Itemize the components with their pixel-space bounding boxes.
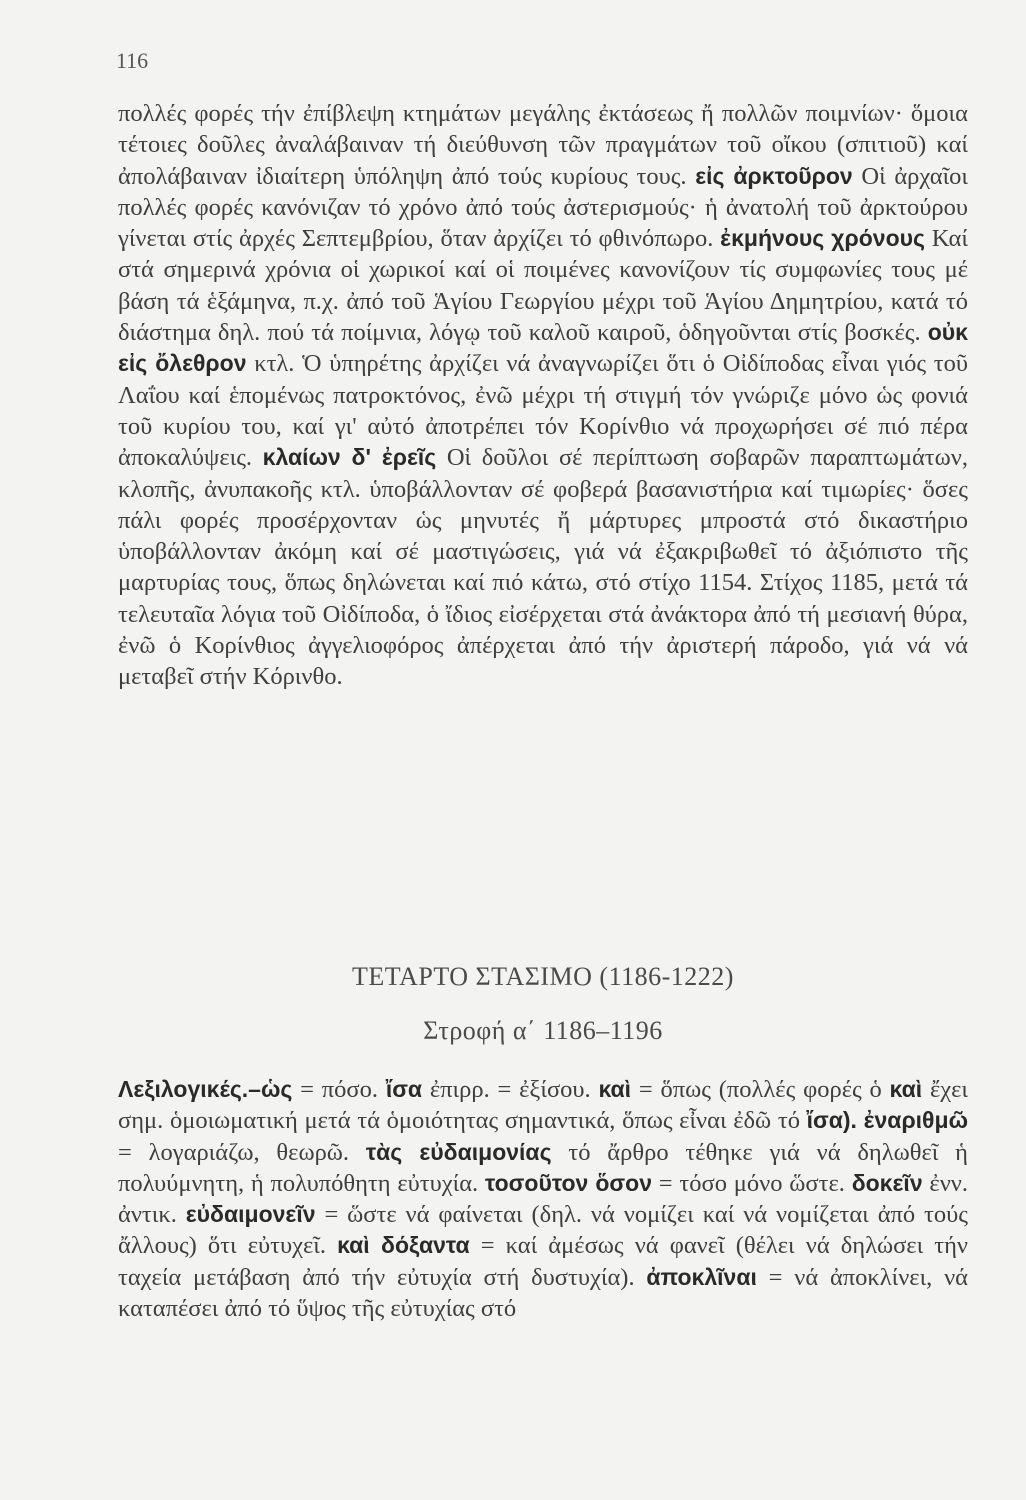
- lemma-term: δοκεῖν: [851, 1169, 923, 1196]
- body-text: = τόσο μόνο ὥστε.: [652, 1169, 852, 1197]
- body-text: Οἱ δοῦλοι σέ περίπτωση σοβαρῶν παραπτωμάτων, κλοπῆς, ἀνυπακοῆς κτλ. ὑποβάλλονταν σέ φοβερά βασανιστήρια καί τιμωρίες· ὅσες πάλι φορές προσέρχονταν ὡς μηνυτές ἤ μάρτυρες μπροστά στό δικαστήριο ὑποβάλλονταν ἀκόμη καί σέ μαστιγώσεις, γιά νά ἐξακριβωθεῖ τό ἀξιόπιστο τῆς μαρτυρίας τους, ὅπως δηλώνεται καί πιό κάτω, στό στίχο 1154. Στίχος 1185, μετά τά τελευταῖα λόγια τοῦ Οἰδίποδα, ὁ ἴδιος εἰσέρχεται στά ἀνάκτορα ἀπό τή μεσιανή θύρα, ἐνῶ ὁ Κορίνθιος ἀγγελιοφόρος ἀπέρχεται ἀπό τήν ἀριστερή πάροδο, γιά νά νά μεταβεῖ στήν Κόρινθο.: [118, 444, 968, 691]
- body-text: ἔχει σημ. ὁμοιωματική μετά τά ὁμοιότητας σημαντικά, ὅπως εἶναι ἐδῶ τό: [118, 1076, 968, 1135]
- lemma-term: ἀποκλῖναι: [646, 1263, 757, 1290]
- lemma-term: εἰς ἀρκτοῦρον: [695, 162, 853, 189]
- body-text: = πόσο.: [292, 1076, 386, 1103]
- body-text: = ὅπως (πολλές φορές ὁ: [631, 1076, 890, 1103]
- body-text: ἐνν. ἀντικ.: [118, 1169, 968, 1229]
- body-text: Οἱ ἀρχαῖοι πολλές φορές κανόνιζαν τό χρόνο ἀπό τούς ἀστερισμούς· ἡ ἀνατολή τοῦ ἀρκτούρου γίνεται στίς ἀρχές Σεπτεμβρίου, ὅταν ἀρχίζει τό φθινόπωρο.: [118, 162, 969, 253]
- page-number: 116: [116, 48, 149, 73]
- lemma-term: εὐδαιμονεῖν: [185, 1201, 316, 1228]
- lemma-term: ἴσα: [385, 1076, 423, 1102]
- commentary-section: [118, 98, 968, 693]
- lemma-term: τοσοῦτον ὅσον: [484, 1169, 652, 1196]
- lemma-term: Λεξιλογικές.–ὡς: [118, 1076, 293, 1102]
- lemma-term: κλαίων δ' ἐρεῖς: [262, 444, 437, 471]
- body-text: = καί ἀμέσως νά φανεῖ (θέλει νά δηλώσει τήν ταχεία μετάβαση ἀπό τήν εὐτυχία στή δυστυχία).: [118, 1232, 969, 1291]
- body-text: = νά ἀποκλίνει, νά καταπέσει ἀπό τό ὕψος τῆς εὐτυχίας στό: [118, 1263, 968, 1323]
- body-text: Καί στά σημερινά χρόνια οἱ χωρικοί καί οἱ ποιμένες κανονίζουν τίς συμφωνίες τους μέ βάση τά ἑξάμηνα, π.χ. ἀπό τοῦ Ἁγίου Γεωργίου μέχρι τοῦ Ἁγίου Δημητρίου, κατά τό διάστημα δηλ. πού τά ποίμνια, λόγῳ τοῦ καλοῦ καιροῦ, ὁδηγοῦνται στίς βοσκές.: [118, 225, 968, 347]
- lemma-term: καὶ: [889, 1076, 923, 1102]
- lemma-term: καὶ δόξαντα: [337, 1232, 470, 1259]
- commentary-paragraph: [118, 98, 968, 693]
- body-text: τό ἄρθρο τέθηκε γιά νά δηλωθεῖ ἡ πολυύμνητη, ἡ πολυπόθητη εὐτυχία.: [118, 1138, 968, 1197]
- lemma-term: ἐκμήνους χρόνους: [720, 225, 925, 252]
- body-text: κτλ. Ὁ ὑπηρέτης ἀρχίζει νά ἀναγνωρίζει ὅτι ὁ Οἰδίποδας εἶναι γιός τοῦ Λαΐου καί ἑπομένως πατροκτόνος, ἐνῶ μέχρι τή στιγμή τόν γνώριζε μόνο ὡς φονιά τοῦ κυρίου του, καί γι' αὐτό ἀποτρέπει τόν Κορίνθιο νά προχωρήσει σέ πιό πέρα ἀποκαλύψεις.: [118, 350, 969, 472]
- body-text: = λογαριάζω, θεωρῶ.: [118, 1138, 366, 1166]
- lemma-term: καὶ: [598, 1076, 632, 1102]
- body-text: ἐπιρρ. = ἐξίσου.: [422, 1076, 599, 1103]
- body-text: = ὥστε νά φαίνεται (δηλ. νά νομίζει καί νά νομίζεται ἀπό τούς ἄλλους) ὅτι εὐτυχεῖ.: [118, 1201, 968, 1260]
- vocabulary-paragraph: [118, 1074, 968, 1324]
- lemma-term: ἐναριθμῶ: [863, 1107, 968, 1134]
- body-text: [857, 1107, 864, 1134]
- lemma-term: τὰς εὐδαιμονίας: [365, 1138, 552, 1165]
- vocabulary-section: [118, 1074, 968, 1324]
- lemma-term: οὐκ εἰς ὄλεθρον: [118, 319, 968, 377]
- section-heading: ΤΕΤΑΡΤΟ ΣΤΑΣΙΜΟ (1186-1222): [352, 962, 734, 991]
- lemma-term: ἴσα).: [806, 1107, 857, 1134]
- strophe-subheading: Στροφή α΄ 1186–1196: [423, 1016, 663, 1045]
- body-text: πολλές φορές τήν ἐπίβλεψη κτημάτων μεγάλης ἐκτάσεως ἤ πολλῶν ποιμνίων· ὅμοια τέτοιες δοῦλες ἀναλάβαιναν τή διεύθυνση τῶν πραγμάτων τοῦ οἴκου (σπιτιοῦ) καί ἀπολάβαιναν ἰδιαίτερη ὑπόληψη ἀπό τούς κυρίους τους.: [118, 100, 968, 190]
